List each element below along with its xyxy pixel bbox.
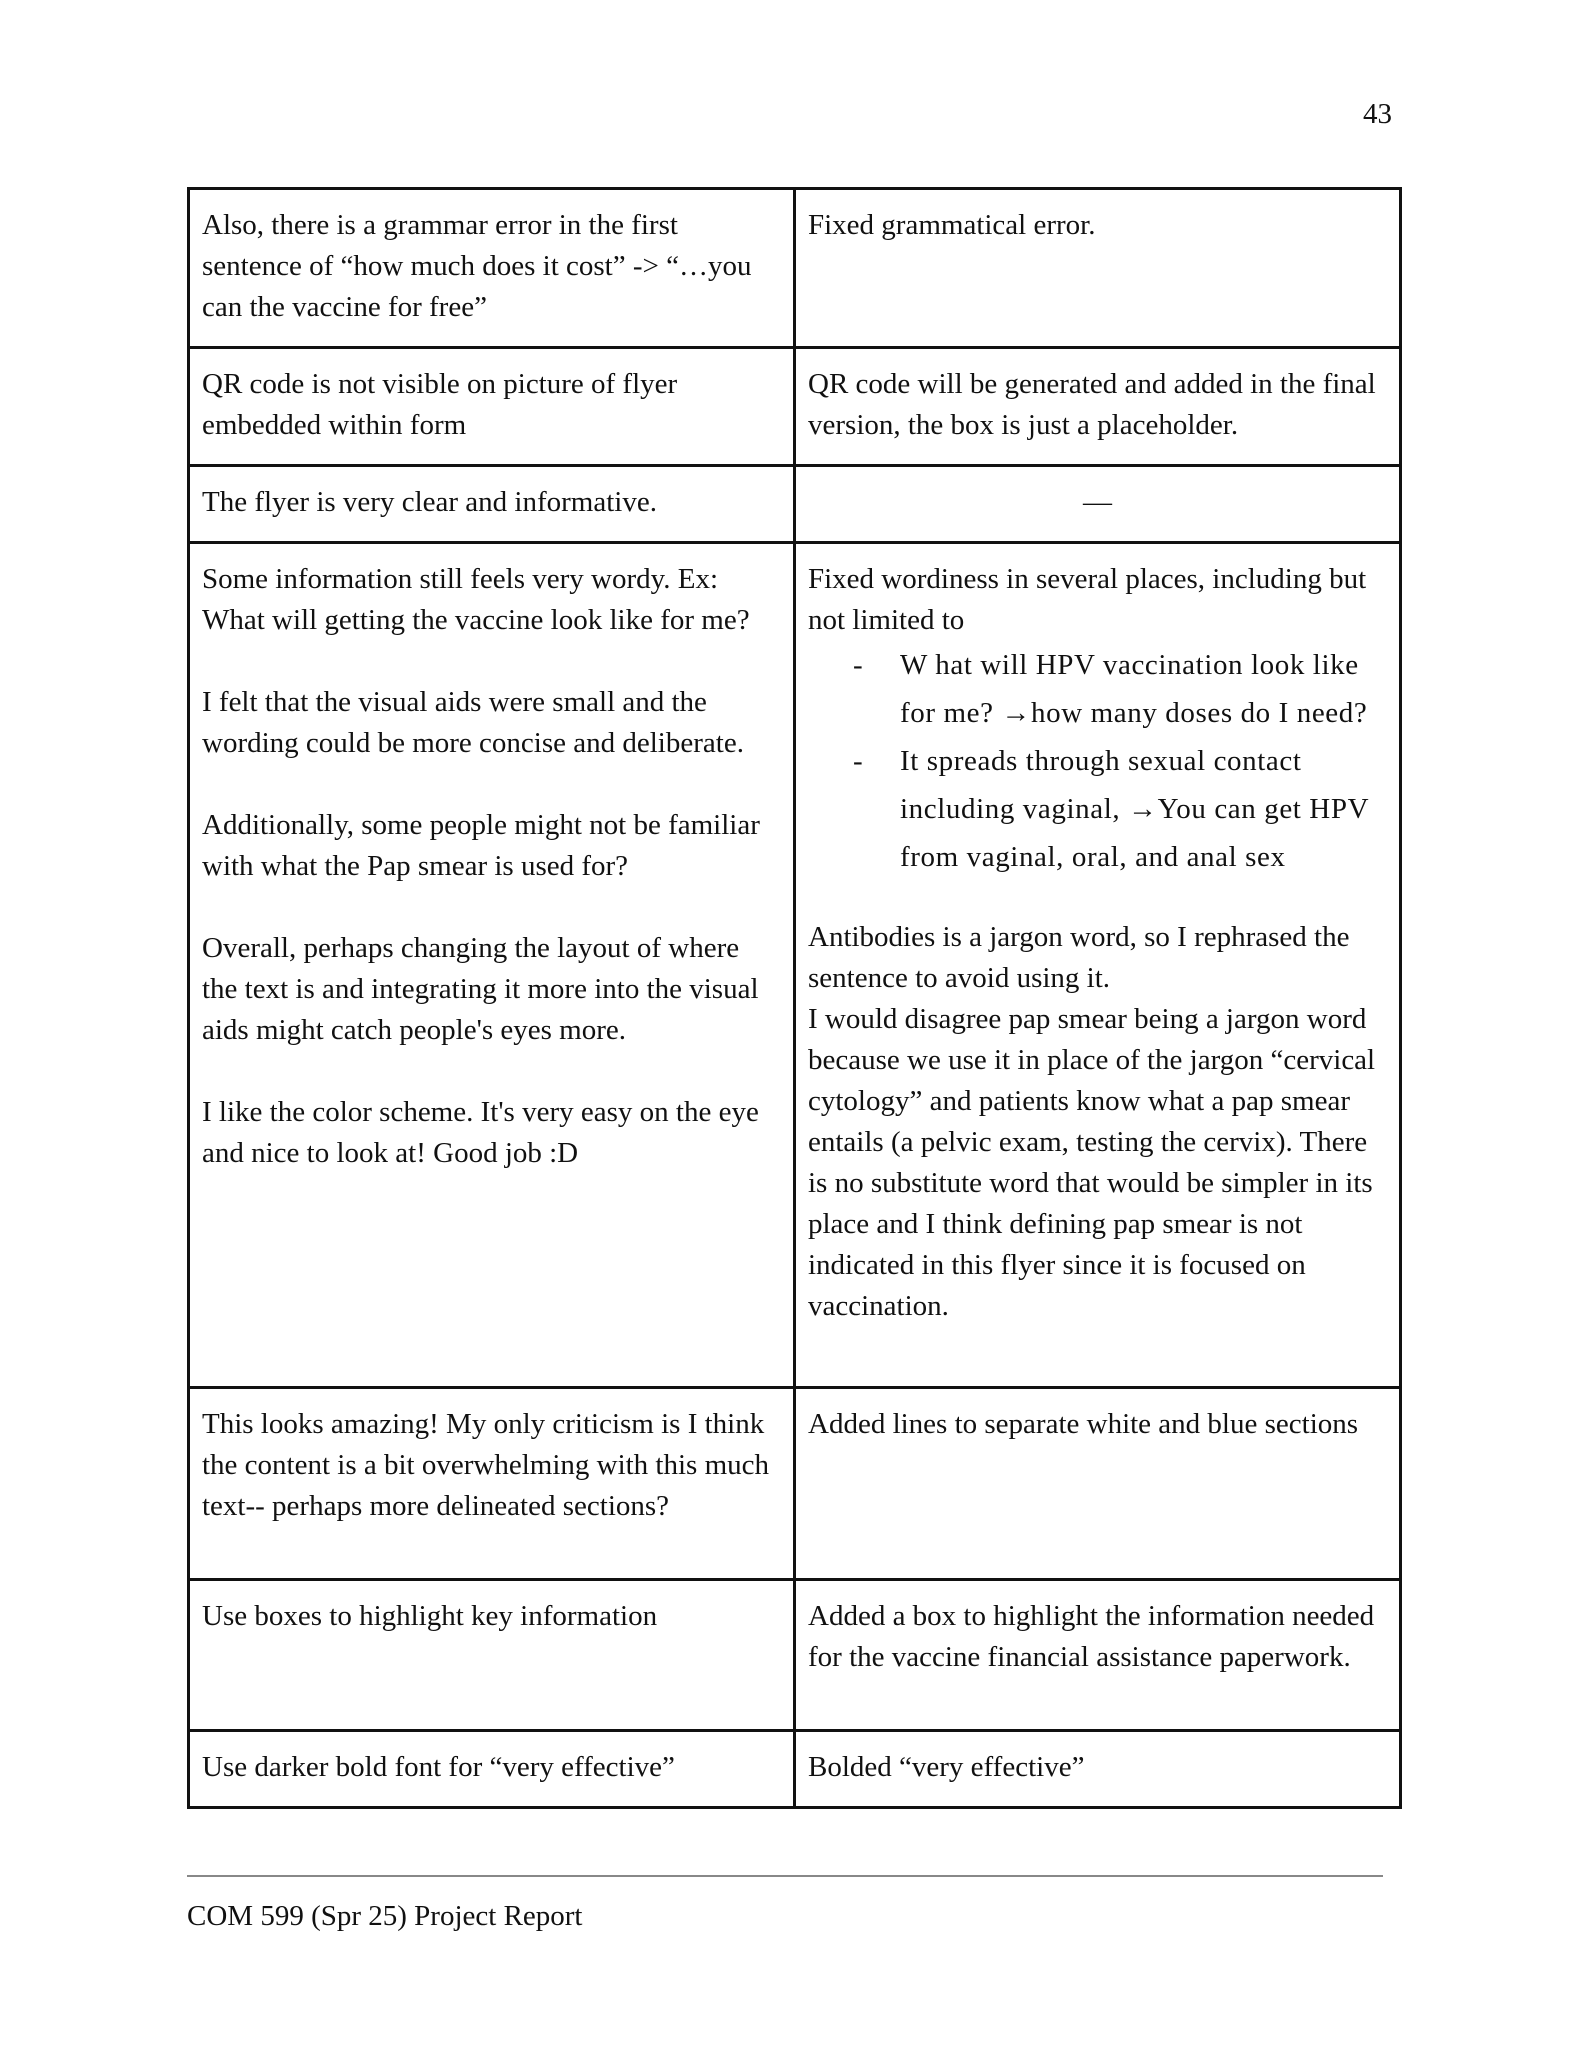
response-cell [795,1580,1401,1731]
feedback-text: The flyer is very clear and informative. [202,486,657,518]
response-cell [795,466,1401,543]
feedback-table [187,187,1402,1809]
response-cell [795,1731,1401,1808]
response-text: Added lines to separate white and blue sections [808,1408,1359,1440]
feedback-cell [189,348,795,466]
footer-divider [187,1875,1383,1877]
response-text: QR code will be generated and added in the final version, the box is just a placeholder. [808,368,1376,441]
list-item-text: W hat will HPV vaccination look like for me? →how many doses do I need? [900,649,1368,729]
response-cell [795,543,1401,1388]
feedback-cell [189,189,795,348]
response-intro: Fixed wordiness in several places, including but not limited to [808,563,1367,636]
table-row [189,1388,1401,1580]
list-item-text: It spreads through sexual contact including vaginal, →You can get HPV from vaginal, oral, and anal sex [900,745,1369,873]
feedback-text: I like the color scheme. It's very easy on the eye and nice to look at! Good job :D [202,1096,759,1169]
response-text: Bolded “very effective” [808,1751,1085,1783]
feedback-text: Overall, perhaps changing the layout of where the text is and integrating it more into the visual aids might catch people's eyes more. [202,932,759,1046]
feedback-text: Use boxes to highlight key information [202,1600,658,1632]
page-footer: COM 599 (Spr 25) Project Report [187,1900,583,1932]
table-row [189,348,1401,466]
feedback-text: This looks amazing! My only criticism is I think the content is a bit overwhelming with this much text-- perhaps more delineated sections? [202,1408,770,1522]
feedback-text: Some information still feels very wordy. Ex: What will getting the vaccine look like for me? [202,563,750,636]
feedback-text: Additionally, some people might not be familiar with what the Pap smear is used for? [202,809,760,882]
response-text: Antibodies is a jargon word, so I rephrased the sentence to avoid using it. [808,921,1350,994]
feedback-text: I felt that the visual aids were small and the wording could be more concise and deliberate. [202,686,744,759]
feedback-cell [189,543,795,1388]
response-text: I would disagree pap smear being a jargon word because we use it in place of the jargon “cervical cytology” and patients know what a pap smear entails (a pelvic exam, testing the cervix). There is no substitute word that would be simpler in its place and I think defining pap smear is not indicated in this flyer since it is focused on vaccination. [808,1003,1376,1322]
table-row [189,189,1401,348]
response-cell [795,348,1401,466]
response-text: Added a box to highlight the information needed for the vaccine financial assistance paperwork. [808,1600,1375,1673]
response-cell [795,189,1401,348]
bullet-mark: - [853,745,864,777]
response-cell [795,1388,1401,1580]
response-text: — [1083,486,1112,518]
feedback-cell [189,1580,795,1731]
page-number: 43 [1363,98,1392,130]
list-item [808,641,1387,737]
fixes-list [808,641,1387,881]
response-text: Fixed grammatical error. [808,209,1096,241]
feedback-cell [189,1731,795,1808]
feedback-text: QR code is not visible on picture of flyer embedded within form [202,368,678,441]
feedback-cell [189,1388,795,1580]
bullet-mark: - [853,649,864,681]
table-row [189,1580,1401,1731]
list-item [808,737,1387,881]
table-row [189,543,1401,1388]
table-row [189,1731,1401,1808]
feedback-text: Use darker bold font for “very effective” [202,1751,675,1783]
table-row [189,466,1401,543]
feedback-cell [189,466,795,543]
feedback-text: Also, there is a grammar error in the first sentence of “how much does it cost” -> “…you can the vaccine for free” [202,209,752,323]
